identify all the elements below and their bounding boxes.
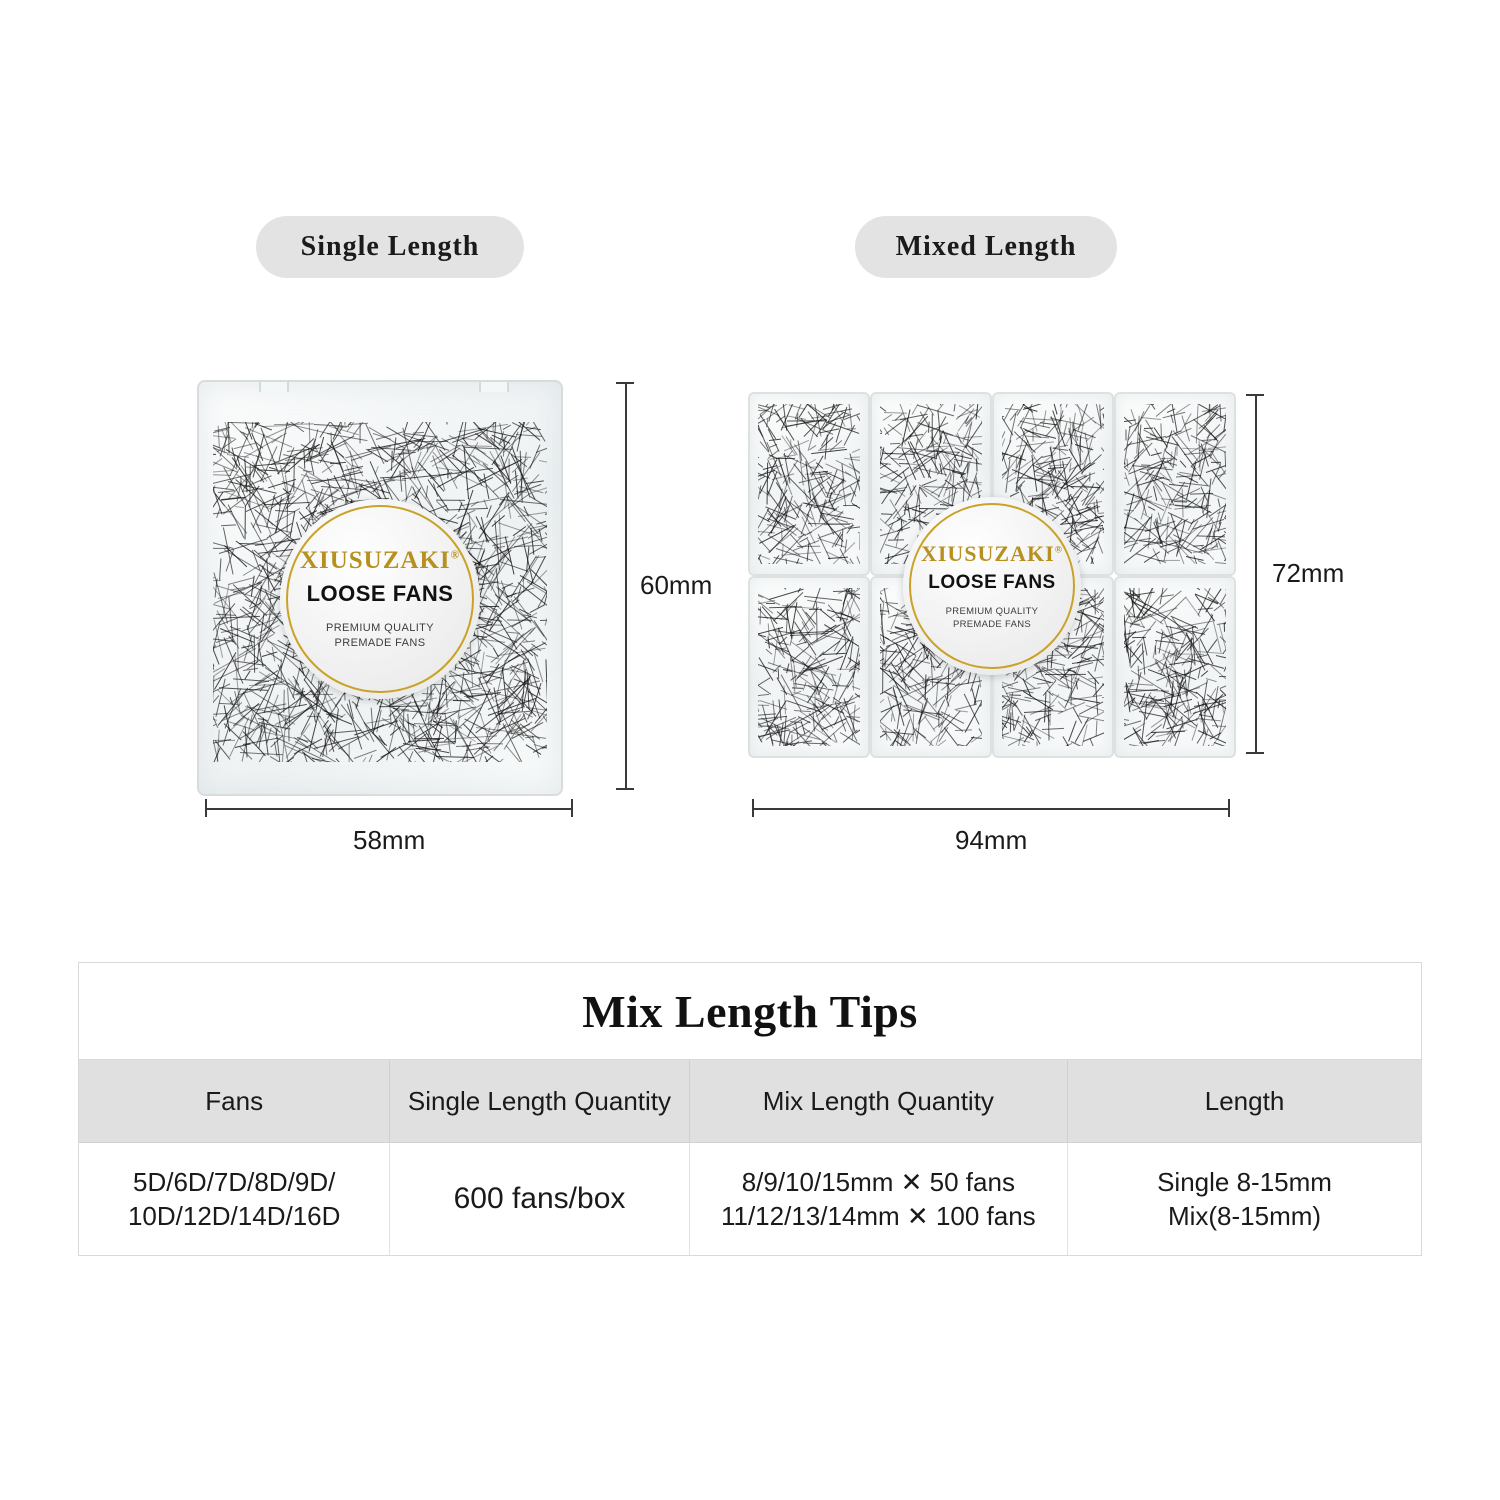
single-width-cap-left <box>205 799 207 817</box>
mix-length-tips-table <box>78 962 1422 1256</box>
compartment-8 <box>1114 576 1236 758</box>
cell-length-line-2: Mix(8-15mm) <box>1167 1201 1322 1231</box>
cell-single-quantity: 600 fans/box <box>390 1143 689 1255</box>
length-type-badges <box>0 216 1500 278</box>
brand-name: XIUSUZAKI® <box>299 547 461 575</box>
cell-length-line-1: Single 8-15mm <box>1157 1166 1332 1197</box>
header-length: Length <box>1204 1085 1285 1116</box>
label-subline-1: PREMIUM QUALITY <box>945 605 1039 617</box>
compartment-1 <box>748 392 870 576</box>
box-clip-right-icon <box>479 380 509 392</box>
lash-fiber-cluster <box>1124 404 1226 564</box>
single-height-cap-top <box>616 382 634 384</box>
product-name: LOOSE FANS <box>306 581 454 607</box>
mixed-width-cap-left <box>752 799 754 817</box>
brand-label-mixed <box>903 497 1081 675</box>
table-header-row <box>79 1060 1421 1143</box>
compartment-4 <box>1114 392 1236 576</box>
mixed-height-cap-top <box>1246 394 1264 396</box>
header-single-line-1: Single Length <box>407 1085 567 1116</box>
mixed-length-box <box>748 392 1232 754</box>
label-subline-2: PREMADE FANS <box>952 618 1032 630</box>
brand-name: XIUSUZAKI® <box>920 540 1064 566</box>
label-subline-2: PREMADE FANS <box>334 637 426 649</box>
header-single-length-quantity <box>390 1060 689 1142</box>
cell-mix-quantity-line-1: 8/9/10/15mm ✕ 50 fans <box>741 1166 1015 1197</box>
table-title: Mix Length Tips <box>79 963 1421 1060</box>
label-subline-1: PREMIUM QUALITY <box>325 622 435 635</box>
header-single-line-2: Quantity <box>574 1085 672 1116</box>
lash-fiber-cluster <box>758 404 860 564</box>
mixed-width-dimension-line <box>752 808 1230 810</box>
badge-mixed-length <box>855 216 1117 278</box>
single-length-box <box>197 380 563 796</box>
single-height-label: 60mm <box>640 570 713 600</box>
cell-mix-quantity-line-2: 11/12/13/14mm ✕ 100 fans <box>720 1201 1036 1231</box>
header-mix-length-quantity: Mix Length Quantity <box>690 1060 1068 1142</box>
cell-fans <box>79 1143 390 1255</box>
box-clip-left-icon <box>259 380 289 392</box>
mixed-height-dimension-line <box>1255 394 1257 754</box>
single-width-cap-right <box>571 799 573 817</box>
single-height-cap-bottom <box>616 788 634 790</box>
lash-fiber-cluster <box>1124 588 1226 746</box>
badge-mixed-length-label: Mixed Length <box>895 231 1077 262</box>
mixed-width-label: 94mm <box>955 825 1028 855</box>
single-width-dimension-line <box>205 808 573 810</box>
badge-single-length <box>256 216 524 278</box>
cell-fans-line-2: 10D/12D/14D/16D <box>127 1201 341 1231</box>
brand-label-single <box>280 499 480 699</box>
mixed-height-cap-bottom <box>1246 752 1264 754</box>
header-fans: Fans <box>79 1060 390 1142</box>
product-illustrations <box>0 370 1500 870</box>
cell-fans-line-1: 5D/6D/7D/8D/9D/ <box>133 1166 336 1197</box>
compartment-5 <box>748 576 870 758</box>
mixed-height-label: 72mm <box>1272 558 1345 588</box>
mixed-width-cap-right <box>1228 799 1230 817</box>
lash-fiber-cluster <box>758 588 860 746</box>
single-height-dimension-line <box>625 382 627 790</box>
single-width-label: 58mm <box>353 825 426 855</box>
table-row <box>79 1143 1421 1255</box>
product-name: LOOSE FANS <box>928 571 1056 593</box>
cell-length <box>1068 1143 1421 1255</box>
badge-single-length-label: Single Length <box>300 231 480 262</box>
cell-mix-quantity <box>690 1143 1068 1255</box>
